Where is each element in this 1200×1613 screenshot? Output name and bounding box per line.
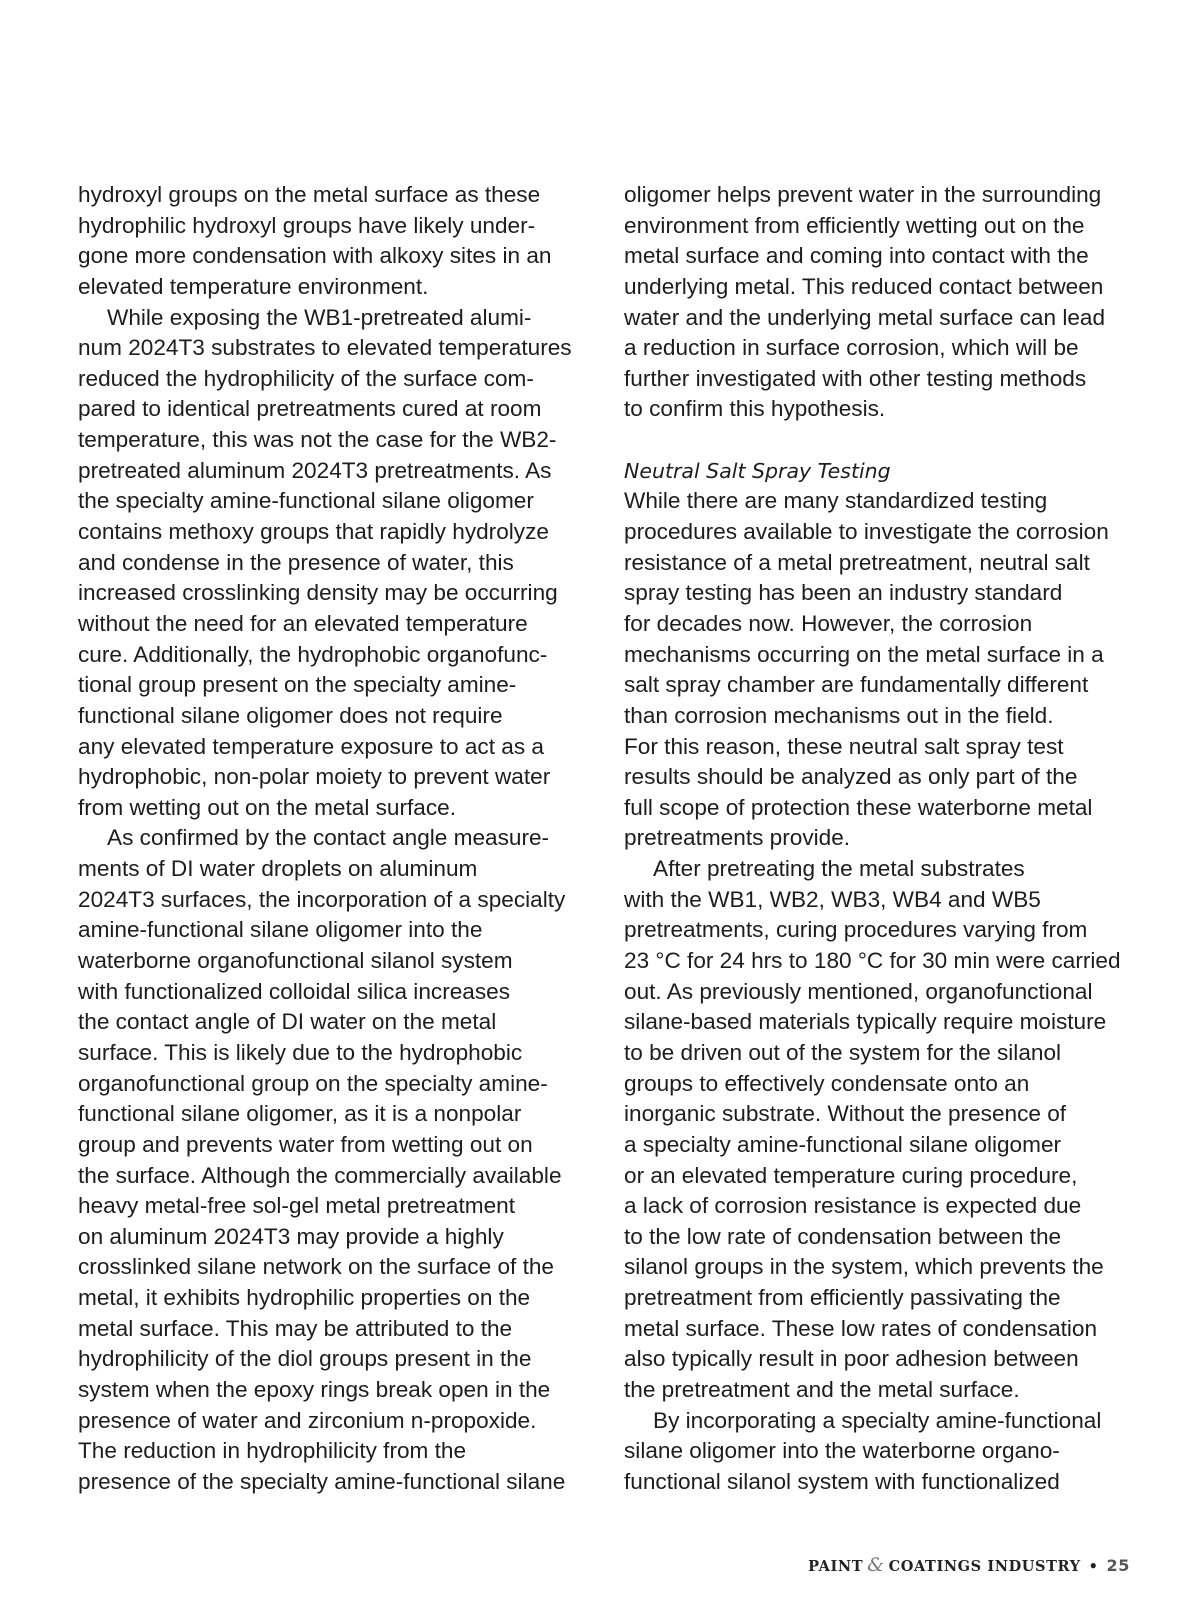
- publication-name-part1: PAINT: [808, 1558, 864, 1575]
- body-line: pretreatments, curing procedures varying from: [624, 917, 1088, 943]
- page-footer: [808, 1554, 1130, 1576]
- body-line: mechanisms occurring on the metal surface in a: [624, 641, 1104, 667]
- body-line: organofunctional group on the specialty amine-: [78, 1070, 548, 1096]
- body-line: metal surface. This may be attributed to the: [78, 1315, 513, 1341]
- body-line: for decades now. However, the corrosion: [624, 610, 1033, 636]
- body-line: further investigated with other testing methods: [624, 365, 1087, 391]
- body-line: contains methoxy groups that rapidly hydrolyze: [78, 519, 549, 545]
- body-line: environment from efficiently wetting out on the: [624, 212, 1085, 238]
- body-line: the specialty amine-functional silane oligomer: [78, 488, 534, 514]
- body-line: ments of DI water droplets on aluminum: [78, 856, 478, 882]
- body-line: the contact angle of DI water on the metal: [78, 1009, 497, 1035]
- body-line: reduced the hydrophilicity of the surface com-: [78, 365, 534, 391]
- body-line: tional group present on the specialty amine-: [78, 672, 517, 698]
- paragraph-first-line: After pretreating the metal substrates: [653, 856, 1025, 882]
- footer-separator: •: [1088, 1558, 1099, 1575]
- section-heading: Neutral Salt Spray Testing: [624, 458, 891, 483]
- body-line: presence of the specialty amine-functional silane: [78, 1468, 566, 1494]
- body-line: For this reason, these neutral salt spray test: [624, 733, 1064, 759]
- body-line: a lack of corrosion resistance is expected due: [624, 1193, 1082, 1219]
- body-line: than corrosion mechanisms out in the field.: [624, 702, 1054, 728]
- body-line: from wetting out on the metal surface.: [78, 794, 457, 820]
- body-line: also typically result in poor adhesion between: [624, 1346, 1079, 1372]
- body-line: to the low rate of condensation between the: [624, 1223, 1062, 1249]
- body-line: system when the epoxy rings break open in the: [78, 1376, 551, 1402]
- body-line: crosslinked silane network on the surface of the: [78, 1254, 554, 1280]
- publication-name-part2: COATINGS INDUSTRY: [888, 1558, 1081, 1575]
- body-line: a reduction in surface corrosion, which will be: [624, 335, 1079, 361]
- body-line: silanol groups in the system, which prevents the: [624, 1254, 1104, 1280]
- body-line: metal surface and coming into contact with the: [624, 243, 1089, 269]
- body-line: pared to identical pretreatments cured at room: [78, 396, 542, 422]
- body-line: with the WB1, WB2, WB3, WB4 and WB5: [624, 886, 1041, 912]
- right-column: [624, 180, 1134, 1498]
- ampersand-mark: &: [867, 1554, 885, 1576]
- body-line: cure. Additionally, the hydrophobic organofunc-: [78, 641, 548, 667]
- body-line: hydrophobic, non-polar moiety to prevent water: [78, 764, 551, 790]
- body-line: and condense in the presence of water, this: [78, 549, 514, 575]
- body-line: gone more condensation with alkoxy sites in an: [78, 243, 552, 269]
- body-line: group and prevents water from wetting out on: [78, 1131, 533, 1157]
- left-column: [78, 180, 608, 1498]
- body-line: silane oligomer into the waterborne organo-: [624, 1438, 1060, 1464]
- body-line: silane-based materials typically require moisture: [624, 1009, 1107, 1035]
- body-line: the surface. Although the commercially available: [78, 1162, 562, 1188]
- body-line: hydroxyl groups on the metal surface as these: [78, 182, 541, 207]
- paragraph-first-line: By incorporating a specialty amine-functional: [653, 1407, 1102, 1433]
- body-line: waterborne organofunctional silanol system: [78, 948, 513, 974]
- body-line: out. As previously mentioned, organofunctional: [624, 978, 1093, 1004]
- body-line: presence of water and zirconium n-propoxide.: [78, 1407, 537, 1433]
- body-line: pretreated aluminum 2024T3 pretreatments. As: [78, 457, 552, 483]
- body-line: underlying metal. This reduced contact between: [624, 273, 1104, 299]
- body-line: amine-functional silane oligomer into the: [78, 917, 483, 943]
- body-line: full scope of protection these waterborne metal: [624, 794, 1093, 820]
- body-line: procedures available to investigate the corrosion: [624, 519, 1109, 545]
- body-line: functional silanol system with functionalized: [624, 1468, 1060, 1494]
- body-line: pretreatments provide.: [624, 825, 851, 851]
- body-line: heavy metal-free sol-gel metal pretreatment: [78, 1193, 516, 1219]
- body-line: metal, it exhibits hydrophilic properties on the: [78, 1285, 531, 1311]
- body-line: a specialty amine-functional silane oligomer: [624, 1131, 1062, 1157]
- body-line: 23 °C for 24 hrs to 180 °C for 30 min were carried: [624, 948, 1121, 974]
- body-line: functional silane oligomer does not require: [78, 702, 503, 728]
- page-number: 25: [1106, 1556, 1130, 1575]
- body-line: or an elevated temperature curing procedure,: [624, 1162, 1078, 1188]
- body-line: without the need for an elevated temperature: [78, 610, 528, 636]
- body-line: pretreatment from efficiently passivating the: [624, 1285, 1061, 1311]
- body-line: increased crosslinking density may be occurring: [78, 580, 558, 606]
- body-line: functional silane oligomer, as it is a nonpolar: [78, 1101, 522, 1127]
- body-line: hydrophilicity of the diol groups present in the: [78, 1346, 532, 1372]
- body-line: The reduction in hydrophilicity from the: [78, 1438, 467, 1464]
- body-line: to be driven out of the system for the silanol: [624, 1039, 1062, 1065]
- paragraph-first-line: As confirmed by the contact angle measure-: [107, 825, 550, 851]
- body-line: with functionalized colloidal silica increases: [78, 978, 511, 1004]
- body-line: elevated temperature environment.: [78, 273, 429, 299]
- body-line: temperature, this was not the case for the WB2-: [78, 427, 557, 453]
- body-line: inorganic substrate. Without the presence of: [624, 1101, 1067, 1127]
- body-line: spray testing has been an industry standard: [624, 580, 1063, 606]
- body-line: any elevated temperature exposure to act as a: [78, 733, 544, 759]
- body-line: groups to effectively condensate onto an: [624, 1070, 1030, 1096]
- body-line: 2024T3 surfaces, the incorporation of a specialty: [78, 886, 566, 912]
- body-line: water and the underlying metal surface can lead: [624, 304, 1106, 330]
- paragraph-first-line: While exposing the WB1-pretreated alumi-: [107, 304, 532, 330]
- section-spacer: [624, 425, 1134, 456]
- body-line: to confirm this hypothesis.: [624, 396, 886, 422]
- body-line: surface. This is likely due to the hydrophobic: [78, 1039, 523, 1065]
- body-line: oligomer helps prevent water in the surrounding: [624, 182, 1102, 207]
- body-line: num 2024T3 substrates to elevated temperatures: [78, 335, 572, 361]
- body-line: results should be analyzed as only part of the: [624, 764, 1078, 790]
- body-line: salt spray chamber are fundamentally different: [624, 672, 1089, 698]
- body-line: While there are many standardized testing: [624, 488, 1048, 514]
- body-line: metal surface. These low rates of condensation: [624, 1315, 1098, 1341]
- body-line: on aluminum 2024T3 may provide a highly: [78, 1223, 504, 1249]
- body-line: hydrophilic hydroxyl groups have likely under-: [78, 212, 536, 238]
- body-line: the pretreatment and the metal surface.: [624, 1376, 1020, 1402]
- body-line: resistance of a metal pretreatment, neutral salt: [624, 549, 1090, 575]
